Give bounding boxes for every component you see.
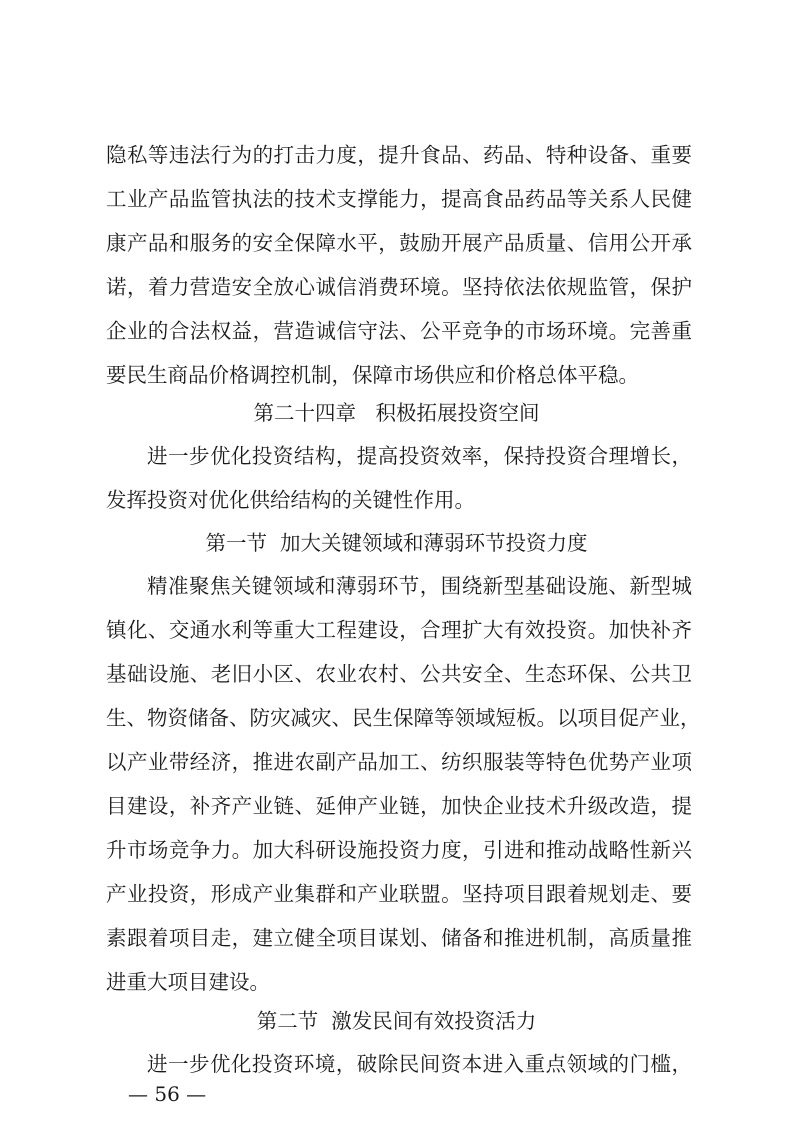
paragraph-line: 以产业带经济，推进农副产品加工、纺织服装等特色优势产业项	[106, 750, 692, 774]
paragraph-line: 企业的合法权益，营造诚信守法、公平竞争的市场环境。完善重	[106, 319, 692, 343]
paragraph-line: 康产品和服务的安全保障水平，鼓励开展产品质量、信用公开承	[106, 231, 692, 255]
paragraph-line: 生、物资储备、防灾减灾、民生保障等领域短板。以项目促产业，	[106, 706, 701, 730]
paragraph-line: 镇化、交通水利等重大工程建设，合理扩大有效投资。加快补齐	[106, 618, 692, 642]
paragraph-line: 升市场竞争力。加大科研设施投资力度，引进和推动战略性新兴	[106, 838, 692, 862]
chapter-heading: 第二十四章 积极拓展投资空间	[253, 401, 540, 425]
paragraph-line: 产业投资，形成产业集群和产业联盟。坚持项目跟着规划走、要	[106, 882, 692, 906]
page-number: — 56 —	[128, 1082, 207, 1106]
paragraph-line: 工业产品监管执法的技术支撑能力，提高食品药品等关系人民健	[106, 187, 692, 211]
paragraph-line: 发挥投资对优化供给结构的关键性作用。	[106, 488, 475, 512]
paragraph-line: 精准聚焦关键领域和薄弱环节，围绕新型基础设施、新型城	[147, 574, 692, 598]
paragraph-line: 进一步优化投资结构，提高投资效率，保持投资合理增长，	[147, 444, 692, 468]
section-heading: 第二节 激发民间有效投资活力	[256, 1009, 537, 1033]
paragraph-line: 素跟着项目走，建立健全项目谋划、储备和推进机制，高质量推	[106, 926, 692, 950]
paragraph-line: 目建设，补齐产业链、延伸产业链，加快企业技术升级改造，提	[106, 794, 692, 818]
section-heading: 第一节 加大关键领域和薄弱环节投资力度	[205, 531, 588, 555]
paragraph-line: 隐私等违法行为的打击力度，提升食品、药品、特种设备、重要	[106, 143, 692, 167]
paragraph-line: 进重大项目建设。	[106, 970, 270, 994]
paragraph-line: 要民生商品价格调控机制，保障市场供应和价格总体平稳。	[106, 363, 639, 387]
paragraph-line: 基础设施、老旧小区、农业农村、公共安全、生态环保、公共卫	[106, 662, 692, 686]
paragraph-line: 诺，着力营造安全放心诚信消费环境。坚持依法依规监管，保护	[106, 275, 692, 299]
paragraph-line: 进一步优化投资环境，破除民间资本进入重点领域的门槛，	[147, 1052, 692, 1076]
